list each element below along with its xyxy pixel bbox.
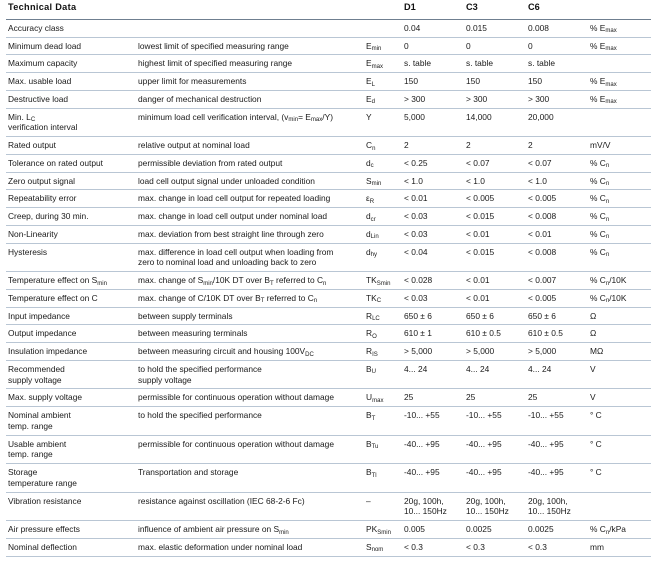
cell-value-d1: 20g, 100h, 10... 150Hz — [402, 492, 464, 521]
cell-value-c6: 0 — [526, 37, 588, 55]
table-row — [6, 137, 651, 155]
cell-value-c6: < 1.0 — [526, 172, 588, 190]
column-header-symbol — [364, 0, 402, 19]
cell-symbol: $E_{max}$ — [364, 55, 402, 73]
cell-parameter: Max. usable load — [6, 73, 136, 91]
cell-unit: % $C_n$ — [588, 243, 651, 272]
cell-value-c6: < 0.01 — [526, 225, 588, 243]
cell-symbol: $R_O$ — [364, 325, 402, 343]
cell-value-c3: 14,000 — [464, 108, 526, 137]
cell-parameter: Accuracy class — [6, 19, 136, 37]
cell-symbol: $d_{cr}$ — [364, 208, 402, 226]
cell-symbol: $S_{min}$ — [364, 172, 402, 190]
cell-value-c3: < 0.01 — [464, 289, 526, 307]
cell-value-c6: s. table — [526, 55, 588, 73]
cell-value-c6: < 0.005 — [526, 190, 588, 208]
cell-value-c3: < 0.01 — [464, 225, 526, 243]
table-row — [6, 208, 651, 226]
cell-symbol — [364, 19, 402, 37]
cell-symbol: Y — [364, 108, 402, 137]
cell-unit: mV/V — [588, 137, 651, 155]
cell-value-d1: 2 — [402, 137, 464, 155]
cell-symbol: $PK_{Smin}$ — [364, 521, 402, 539]
cell-value-d1: 0 — [402, 37, 464, 55]
cell-description: resistance against oscillation (IEC 68-2-6 Fc) — [136, 492, 364, 521]
table-row — [6, 154, 651, 172]
cell-symbol: $C_n$ — [364, 137, 402, 155]
table-row — [6, 108, 651, 137]
cell-description: max. difference in load cell output when loading from zero to nominal load and unloading back to zero — [136, 243, 364, 272]
cell-value-c6: 650 ± 6 — [526, 307, 588, 325]
cell-description: to hold the specified performance supply voltage — [136, 360, 364, 389]
table-row — [6, 389, 651, 407]
header-row — [6, 0, 651, 19]
cell-symbol: $B_{Tl}$ — [364, 464, 402, 493]
cell-description: max. change of C/10K DT over $B_T$ referred to $C_n$ — [136, 289, 364, 307]
cell-value-c3: < 0.01 — [464, 272, 526, 290]
cell-unit: % $E_{max}$ — [588, 73, 651, 91]
cell-parameter: Destructive load — [6, 90, 136, 108]
cell-unit: % $C_n$ — [588, 208, 651, 226]
table-row — [6, 19, 651, 37]
cell-value-d1: > 5,000 — [402, 343, 464, 361]
table-row — [6, 521, 651, 539]
cell-value-c6: 0.008 — [526, 19, 588, 37]
cell-parameter: Repeatability error — [6, 190, 136, 208]
cell-value-d1: 0.005 — [402, 521, 464, 539]
cell-description: max. change of $S_{min}/10K$ DT over $B_T$ referred to $C_n$ — [136, 272, 364, 290]
cell-symbol: $d_c$ — [364, 154, 402, 172]
column-header-title: Technical Data — [6, 0, 136, 19]
cell-description: relative output at nominal load — [136, 137, 364, 155]
cell-value-d1: < 0.03 — [402, 208, 464, 226]
cell-value-d1: 650 ± 6 — [402, 307, 464, 325]
cell-value-c3: -40... +95 — [464, 464, 526, 493]
cell-unit: % $E_{max}$ — [588, 90, 651, 108]
cell-parameter: Nominal deflection — [6, 538, 136, 556]
cell-description: to hold the specified performance — [136, 407, 364, 436]
cell-unit: % $C_n$/kPa — [588, 521, 651, 539]
cell-description: danger of mechanical destruction — [136, 90, 364, 108]
cell-value-d1: 5,000 — [402, 108, 464, 137]
cell-unit: MΩ — [588, 343, 651, 361]
cell-unit — [588, 55, 651, 73]
cell-value-c6: 25 — [526, 389, 588, 407]
cell-value-c3: 0 — [464, 37, 526, 55]
cell-unit: V — [588, 360, 651, 389]
cell-value-c6: 20,000 — [526, 108, 588, 137]
cell-parameter: Non-Linearity — [6, 225, 136, 243]
cell-description: max. deviation from best straight line through zero — [136, 225, 364, 243]
cell-value-c6: < 0.007 — [526, 272, 588, 290]
cell-description: lowest limit of specified measuring range — [136, 37, 364, 55]
cell-unit: ° C — [588, 435, 651, 464]
cell-parameter: Maximum capacity — [6, 55, 136, 73]
cell-value-c3: > 5,000 — [464, 343, 526, 361]
table-row — [6, 407, 651, 436]
cell-parameter: Zero output signal — [6, 172, 136, 190]
cell-symbol: $B_T$ — [364, 407, 402, 436]
cell-unit: Ω — [588, 325, 651, 343]
cell-symbol: $B_U$ — [364, 360, 402, 389]
cell-value-d1: 25 — [402, 389, 464, 407]
table-row — [6, 225, 651, 243]
cell-value-d1: -40... +95 — [402, 435, 464, 464]
cell-symbol: $TK_{Smin}$ — [364, 272, 402, 290]
cell-description: Transportation and storage — [136, 464, 364, 493]
cell-unit — [588, 492, 651, 521]
cell-parameter: Min. $L_C$ verification interval — [6, 108, 136, 137]
cell-value-d1: 0.04 — [402, 19, 464, 37]
cell-value-c3: 0.015 — [464, 19, 526, 37]
cell-parameter: Recommended supply voltage — [6, 360, 136, 389]
table-body — [6, 19, 651, 556]
cell-value-d1: 150 — [402, 73, 464, 91]
cell-value-c3: < 0.3 — [464, 538, 526, 556]
cell-parameter: Storage temperature range — [6, 464, 136, 493]
cell-value-c6: 4... 24 — [526, 360, 588, 389]
cell-value-d1: < 0.04 — [402, 243, 464, 272]
cell-value-c3: 20g, 100h, 10... 150Hz — [464, 492, 526, 521]
cell-symbol: $S_{nom}$ — [364, 538, 402, 556]
table-row — [6, 243, 651, 272]
cell-parameter: Output impedance — [6, 325, 136, 343]
cell-parameter: Nominal ambient temp. range — [6, 407, 136, 436]
table-row — [6, 360, 651, 389]
cell-value-d1: 610 ± 1 — [402, 325, 464, 343]
cell-value-c6: 150 — [526, 73, 588, 91]
column-header-unit — [588, 0, 651, 19]
table-row — [6, 90, 651, 108]
table-row — [6, 307, 651, 325]
cell-symbol: $E_L$ — [364, 73, 402, 91]
column-header-c6: C6 — [526, 0, 588, 19]
cell-unit: Ω — [588, 307, 651, 325]
cell-value-c6: -10... +55 — [526, 407, 588, 436]
cell-symbol: – — [364, 492, 402, 521]
cell-description: between measuring terminals — [136, 325, 364, 343]
cell-parameter: Temperature effect on $S_{min}$ — [6, 272, 136, 290]
table-row — [6, 73, 651, 91]
cell-value-c6: 610 ± 0.5 — [526, 325, 588, 343]
cell-value-c3: 610 ± 0.5 — [464, 325, 526, 343]
cell-value-c6: < 0.008 — [526, 243, 588, 272]
table-row — [6, 37, 651, 55]
cell-unit — [588, 108, 651, 137]
cell-value-c6: 2 — [526, 137, 588, 155]
cell-value-d1: < 0.01 — [402, 190, 464, 208]
cell-value-c6: > 300 — [526, 90, 588, 108]
cell-value-d1: s. table — [402, 55, 464, 73]
cell-parameter: Hysteresis — [6, 243, 136, 272]
cell-parameter: Vibration resistance — [6, 492, 136, 521]
cell-value-c6: < 0.3 — [526, 538, 588, 556]
cell-value-d1: < 0.028 — [402, 272, 464, 290]
cell-unit: % $C_n/10K$ — [588, 272, 651, 290]
table-row — [6, 325, 651, 343]
cell-symbol: $TK_C$ — [364, 289, 402, 307]
table-header — [6, 0, 651, 19]
cell-value-d1: < 0.25 — [402, 154, 464, 172]
cell-parameter: Max. supply voltage — [6, 389, 136, 407]
cell-value-c3: 650 ± 6 — [464, 307, 526, 325]
cell-unit: % $C_n$ — [588, 190, 651, 208]
cell-description: max. change in load cell output for repeated loading — [136, 190, 364, 208]
cell-value-d1: -10... +55 — [402, 407, 464, 436]
cell-value-d1: 4... 24 — [402, 360, 464, 389]
technical-data-table — [6, 0, 651, 557]
table-row — [6, 492, 651, 521]
cell-parameter: Input impedance — [6, 307, 136, 325]
cell-parameter: Insulation impedance — [6, 343, 136, 361]
cell-unit: % $E_{max}$ — [588, 19, 651, 37]
cell-description — [136, 19, 364, 37]
cell-description: permissible for continuous operation without damage — [136, 435, 364, 464]
cell-symbol: $E_d$ — [364, 90, 402, 108]
cell-symbol: $\varepsilon_R$ — [364, 190, 402, 208]
cell-parameter: Minimum dead load — [6, 37, 136, 55]
cell-description: max. change in load cell output under nominal load — [136, 208, 364, 226]
cell-description: between measuring circuit and housing $100V_{DC}$ — [136, 343, 364, 361]
cell-value-c3: 150 — [464, 73, 526, 91]
cell-value-c3: < 0.005 — [464, 190, 526, 208]
cell-unit: % $C_n$ — [588, 172, 651, 190]
cell-value-c6: < 0.008 — [526, 208, 588, 226]
cell-value-d1: < 1.0 — [402, 172, 464, 190]
table-row — [6, 464, 651, 493]
cell-value-c6: > 5,000 — [526, 343, 588, 361]
cell-value-c3: > 300 — [464, 90, 526, 108]
cell-description: permissible deviation from rated output — [136, 154, 364, 172]
cell-value-c3: < 0.015 — [464, 208, 526, 226]
cell-symbol: $d_{hy}$ — [364, 243, 402, 272]
cell-value-c3: 2 — [464, 137, 526, 155]
cell-unit: % $C_n$ — [588, 225, 651, 243]
table-row — [6, 538, 651, 556]
table-row — [6, 289, 651, 307]
cell-description: highest limit of specified measuring range — [136, 55, 364, 73]
cell-symbol: $B_{Tu}$ — [364, 435, 402, 464]
table-row — [6, 435, 651, 464]
cell-value-c6: < 0.005 — [526, 289, 588, 307]
cell-unit: V — [588, 389, 651, 407]
cell-value-d1: < 0.3 — [402, 538, 464, 556]
cell-value-d1: < 0.03 — [402, 225, 464, 243]
cell-description: max. elastic deformation under nominal load — [136, 538, 364, 556]
table-row — [6, 172, 651, 190]
cell-parameter: Rated output — [6, 137, 136, 155]
cell-description: permissible for continuous operation without damage — [136, 389, 364, 407]
column-header-c3: C3 — [464, 0, 526, 19]
cell-value-c6: -40... +95 — [526, 435, 588, 464]
cell-unit: % $C_n/10K$ — [588, 289, 651, 307]
cell-symbol: $R_{LC}$ — [364, 307, 402, 325]
cell-value-c3: < 1.0 — [464, 172, 526, 190]
table-row — [6, 343, 651, 361]
cell-symbol: $d_{Lin}$ — [364, 225, 402, 243]
cell-parameter: Tolerance on rated output — [6, 154, 136, 172]
cell-unit: ° C — [588, 464, 651, 493]
cell-value-d1: > 300 — [402, 90, 464, 108]
cell-parameter: Creep, during 30 min. — [6, 208, 136, 226]
table-row — [6, 190, 651, 208]
cell-description: between supply terminals — [136, 307, 364, 325]
cell-value-c3: 4... 24 — [464, 360, 526, 389]
cell-description: influence of ambient air pressure on $S_{min}$ — [136, 521, 364, 539]
cell-symbol: $U_{max}$ — [364, 389, 402, 407]
cell-value-c6: -40... +95 — [526, 464, 588, 493]
cell-symbol: $R_{IS}$ — [364, 343, 402, 361]
cell-value-c6: 0.0025 — [526, 521, 588, 539]
cell-value-c3: < 0.07 — [464, 154, 526, 172]
cell-value-c3: < 0.015 — [464, 243, 526, 272]
cell-value-c6: 20g, 100h, 10... 150Hz — [526, 492, 588, 521]
cell-symbol: $E_{min}$ — [364, 37, 402, 55]
cell-unit: ° C — [588, 407, 651, 436]
table-row — [6, 55, 651, 73]
column-header-description — [136, 0, 364, 19]
cell-value-c3: -10... +55 — [464, 407, 526, 436]
cell-value-c3: -40... +95 — [464, 435, 526, 464]
cell-description: minimum load cell verification interval, $(v_{min}= E_{max}/Y)$ — [136, 108, 364, 137]
cell-value-c3: 25 — [464, 389, 526, 407]
cell-parameter: Air pressure effects — [6, 521, 136, 539]
cell-description: load cell output signal under unloaded condition — [136, 172, 364, 190]
column-header-d1: D1 — [402, 0, 464, 19]
table-row — [6, 272, 651, 290]
cell-value-c3: s. table — [464, 55, 526, 73]
cell-parameter: Temperature effect on C — [6, 289, 136, 307]
cell-value-c6: < 0.07 — [526, 154, 588, 172]
cell-value-d1: < 0.03 — [402, 289, 464, 307]
cell-unit: mm — [588, 538, 651, 556]
cell-unit: % $E_{max}$ — [588, 37, 651, 55]
cell-unit: % $C_n$ — [588, 154, 651, 172]
cell-value-c3: 0.0025 — [464, 521, 526, 539]
cell-description: upper limit for measurements — [136, 73, 364, 91]
cell-parameter: Usable ambient temp. range — [6, 435, 136, 464]
cell-value-d1: -40... +95 — [402, 464, 464, 493]
